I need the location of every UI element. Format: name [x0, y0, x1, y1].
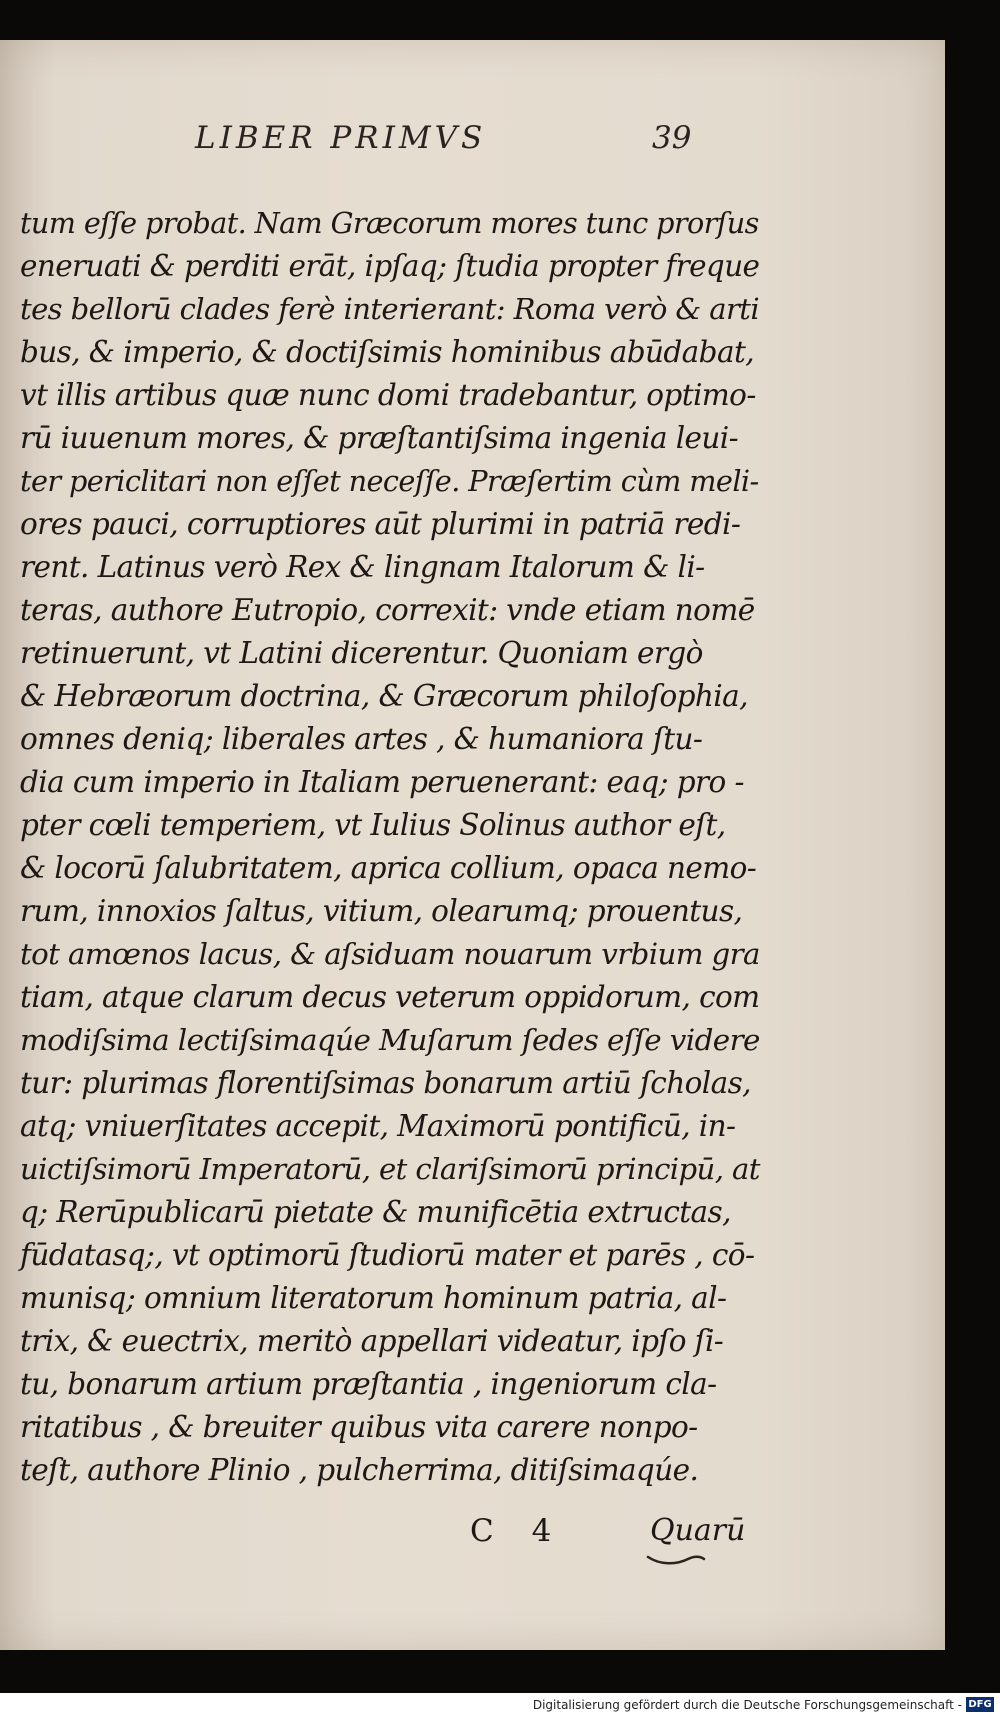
text-line: teras, authore Eutropio, correxit: vnde etiam nomē — [20, 593, 755, 627]
text-line: fūdatasq;, vt optimorū ſtudiorū mater et parēs , cō- — [20, 1238, 755, 1272]
text-line: retinuerunt, vt Latini dicerentur. Quoniam ergò — [20, 636, 703, 670]
text-line: tu, bonarum artium præſtantia , ingeniorum cla- — [20, 1367, 717, 1401]
catchword-swash — [646, 1553, 706, 1565]
text-line: uictiſsimorū Imperatorū, et clariſsimorū principū, at — [20, 1152, 760, 1186]
credit-bar — [0, 1693, 1000, 1718]
page-header — [0, 120, 945, 170]
page-number: 39 — [652, 120, 692, 156]
text-line: tot amœnos lacus, & aſsiduam nouarum vrbium gra — [20, 937, 760, 971]
text-line: tur: plurimas florentiſsimas bonarum artiū ſcholas, — [20, 1066, 751, 1100]
text-line: trix, & euectrix, meritò appellari videatur, ipſo ſi- — [20, 1324, 724, 1358]
text-line: tiam, atque clarum decus veterum oppidorum, com — [20, 980, 760, 1014]
text-line: omnes deniq; liberales artes , & humaniora ſtu- — [20, 722, 703, 756]
text-line: dia cum imperio in Italiam peruenerant: eaq; pro - — [20, 765, 744, 799]
text-line: & locorū ſalubritatem, aprica collium, opaca nemo- — [20, 851, 757, 885]
text-line: modiſsima lectiſsimaqúe Muſarum ſedes eſſe videre — [20, 1023, 760, 1057]
running-head: LIBER PRIMVS — [195, 120, 487, 156]
funding-credit: Digitalisierung gefördert durch die Deutsche Forschungsgemeinschaft - — [532, 1698, 962, 1712]
signature-mark: C 4 — [470, 1513, 566, 1549]
text-line: atq; vniuerſitates accepit, Maximorū pontificū, in- — [20, 1109, 736, 1143]
text-line: munisq; omnium literatorum hominum patria, al- — [20, 1281, 727, 1315]
book-page — [0, 40, 945, 1650]
body-text — [20, 202, 760, 1492]
text-line: tum eſſe probat. Nam Græcorum mores tunc prorſus — [20, 206, 759, 240]
text-line: pter cœli temperiem, vt Iulius Solinus author eſt, — [20, 808, 726, 842]
text-line: rū iuuenum mores, & præſtantiſsima ingenia leui- — [20, 421, 739, 455]
text-line: rent. Latinus verò Rex & lingnam Italorum & li- — [20, 550, 705, 584]
text-line: vt illis artibus quæ nunc domi tradebantur, optimo- — [20, 378, 756, 412]
text-line: teſt, authore Plinio , pulcherrima, ditiſsimaqúe. — [20, 1453, 699, 1487]
dfg-logo: DFG — [966, 1697, 994, 1712]
text-line: ter periclitari non eſſet neceſſe. Præſertim cùm meli- — [20, 464, 759, 498]
text-line: q; Rerūpublicarū pietate & munificētia extructas, — [20, 1195, 731, 1229]
text-line: ritatibus , & breuiter quibus vita carere nonpo- — [20, 1410, 698, 1444]
text-line: tes bellorū clades ferè interierant: Roma verò & arti — [20, 292, 760, 326]
text-line: rum, innoxios ſaltus, vitium, olearumq; prouentus, — [20, 894, 743, 928]
text-line: ores pauci, corruptiores aūt plurimi in patriā redi- — [20, 507, 741, 541]
text-line: & Hebræorum doctrina, & Græcorum philoſophia, — [20, 679, 748, 713]
catchword: Quarū — [650, 1513, 746, 1548]
text-line: eneruati & perditi erāt, ipſaq; ſtudia propter freque — [20, 249, 760, 283]
page-footer — [0, 1513, 945, 1563]
text-line: bus, & imperio, & doctiſsimis hominibus abūdabat, — [20, 335, 754, 369]
